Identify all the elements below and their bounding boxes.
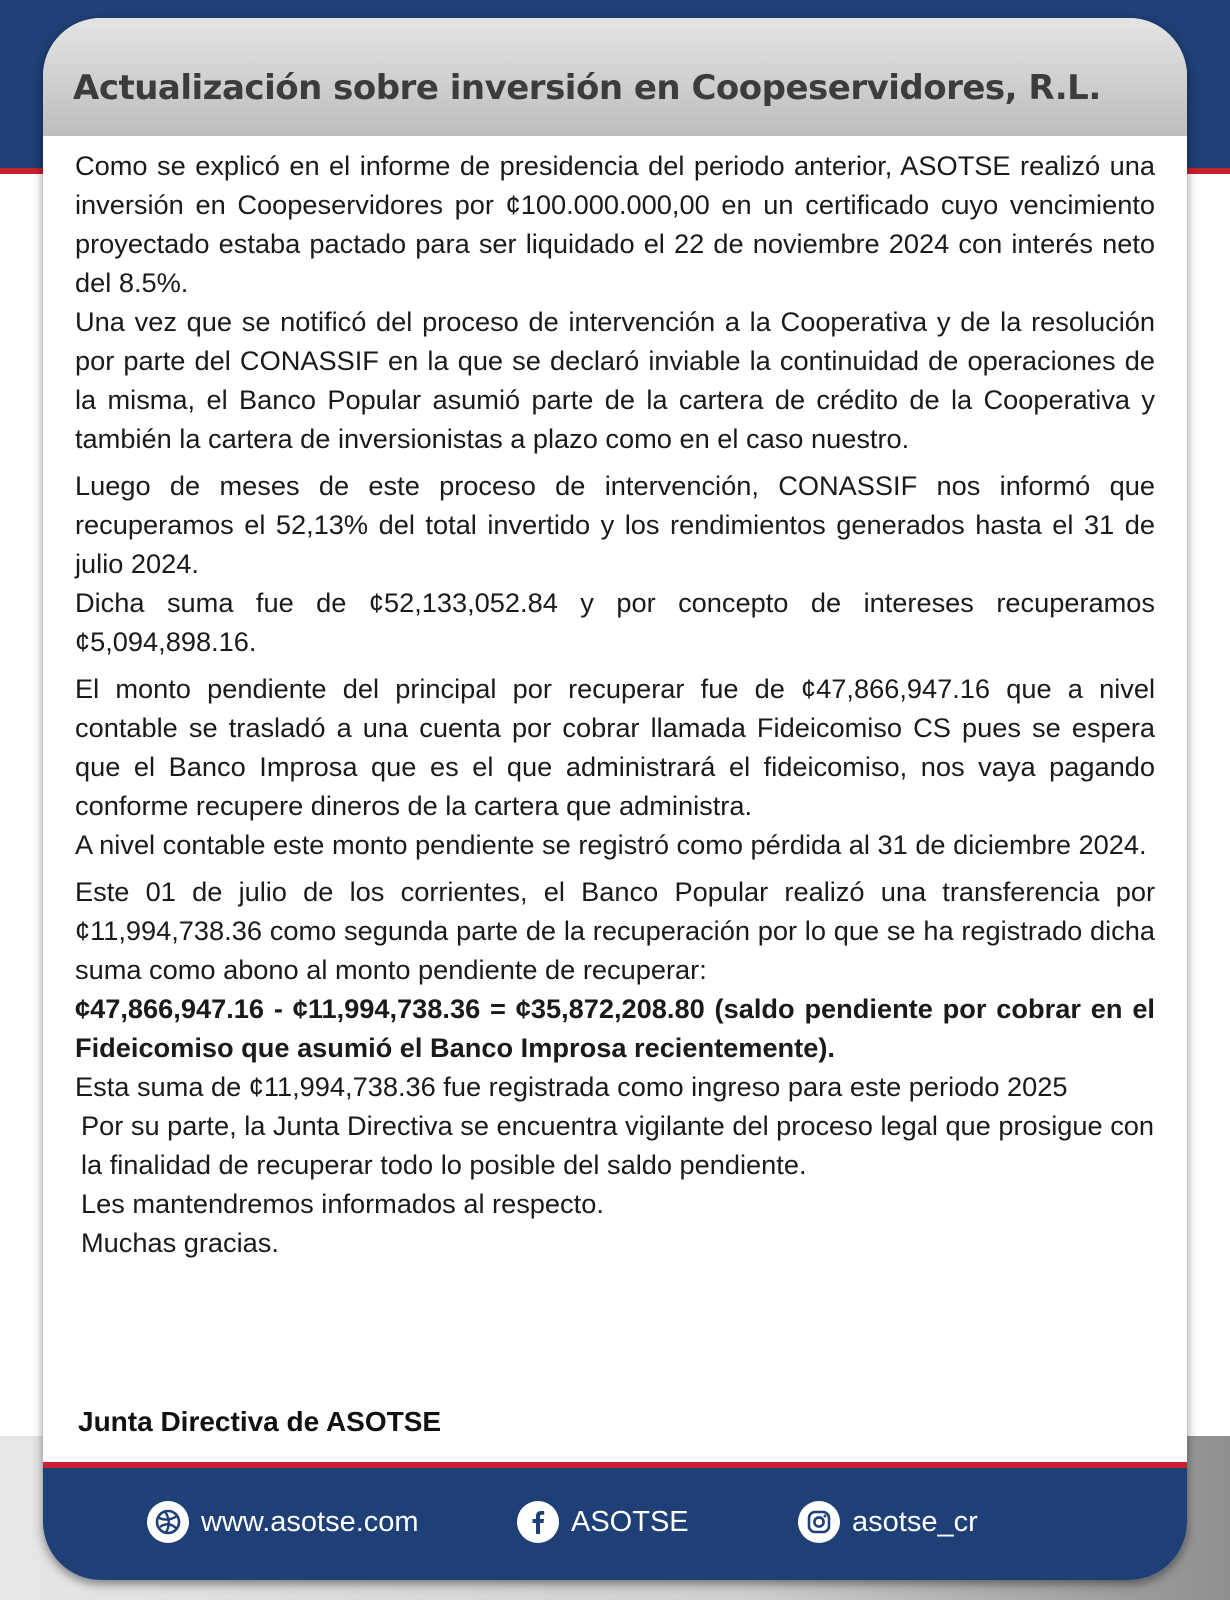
instagram-label: asotse_cr (852, 1505, 978, 1538)
paragraph-loss-record: A nivel contable este monto pendiente se registró como pérdida al 31 de diciembre 2024. (75, 829, 1147, 860)
paragraph-transfer: Este 01 de julio de los corrientes, el Banco Popular realizó una transferencia por ¢11,994,738.36 como segunda parte de la recuperación por lo que se ha registrado dicha suma como abono al monto pendiente de recuperar: (75, 876, 1155, 985)
announcement-body (75, 146, 1155, 1262)
paragraph-board-vigilance: Por su parte, la Junta Directiva se encuentra vigilante del proceso legal que prosigue con la finalidad de recuperar todo lo posible del saldo pendiente. (81, 1110, 1155, 1180)
paragraph-intervention: Una vez que se notificó del proceso de intervención a la Cooperativa y de la resolución por parte del CONASSIF en la que se declaró inviable la continuidad de operaciones de la misma, el Banco Popular asumió parte de la cartera de crédito de la Cooperativa y también la cartera de inversionistas a plazo como en el caso nuestro. (75, 306, 1155, 454)
website-label: www.asotse.com (201, 1505, 419, 1538)
announcement-card (43, 18, 1187, 1580)
paragraph-thanks: Muchas gracias. (81, 1227, 279, 1258)
instagram-link[interactable] (798, 1500, 978, 1544)
instagram-icon (798, 1501, 840, 1543)
footer (43, 1468, 1187, 1580)
paragraph-income-record: Esta suma de ¢11,994,738.36 fue registrada como ingreso para este periodo 2025 (75, 1071, 1068, 1102)
paragraph-pending-amount: El monto pendiente del principal por recuperar fue de ¢47,866,947.16 que a nivel contable se trasladó a una cuenta por cobrar llamada Fideicomiso CS pues se espera que el Banco Improsa que es el que administrará el fideicomiso, nos vaya pagando conforme recupere dineros de la cartera que administra. (75, 673, 1155, 821)
signature: Junta Directiva de ASOTSE (78, 1406, 442, 1437)
globe-icon (147, 1501, 189, 1543)
paragraph-amount-recovered: Dicha suma fue de ¢52,133,052.84 y por concepto de intereses recuperamos ¢5,094,898.16. (75, 587, 1155, 657)
facebook-icon (517, 1501, 559, 1543)
facebook-link[interactable] (517, 1500, 689, 1544)
paragraph-keep-informed: Les mantendremos informados al respecto. (81, 1188, 604, 1219)
facebook-label: ASOTSE (571, 1505, 689, 1538)
website-link[interactable] (147, 1500, 419, 1544)
page-title: Actualización sobre inversión en Coopeservidores, R.L. (73, 68, 1101, 108)
paragraph-recovery: Luego de meses de este proceso de intervención, CONASSIF nos informó que recuperamos el 52,13% del total invertido y los rendimientos generados hasta el 31 de julio 2024. (75, 470, 1155, 579)
paragraph-investment: Como se explicó en el informe de presidencia del periodo anterior, ASOTSE realizó una inversión en Coopeservidores por ¢100.000.000,00 en un certificado cuyo vencimiento proyectado estaba pactado para ser liquidado el 22 de noviembre 2024 con interés neto del 8.5%. (75, 150, 1155, 298)
paragraph-balance-calculation: ¢47,866,947.16 - ¢11,994,738.36 = ¢35,872,208.80 (saldo pendiente por cobrar en el Fideicomiso que asumió el Banco Improsa recientemente). (75, 993, 1155, 1063)
